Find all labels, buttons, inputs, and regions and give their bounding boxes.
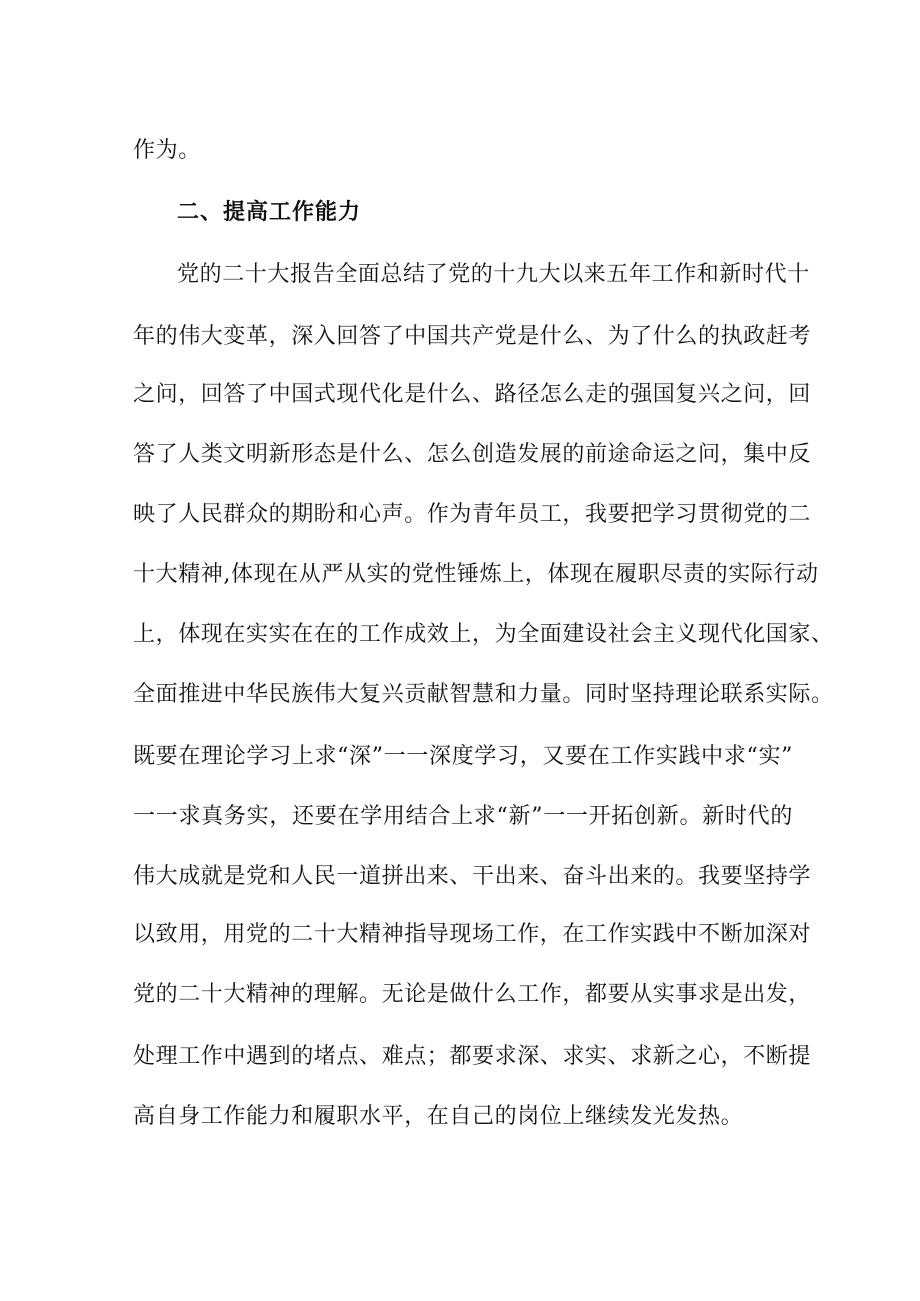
paragraph-line: 映了人民群众的期盼和心声。作为青年员工，我要把学习贯彻党的二	[133, 502, 812, 527]
previous-paragraph-tail: 作为。	[133, 138, 201, 163]
paragraph-line: 上，体现在实实在在的工作成效上，为全面建设社会主义现代化国家、	[133, 622, 834, 647]
paragraph-line: 一一求真务实，还要在学用结合上求“新”一一开拓创新。新时代的	[133, 804, 793, 829]
paragraph-line: 以致用，用党的二十大精神指导现场工作，在工作实践中不断加深对	[133, 922, 812, 947]
paragraph-line-last: 高自身工作能力和履职水平，在自己的岗位上继续发光发热。	[133, 1104, 744, 1129]
paragraph-line: 全面推进中华民族伟大复兴贡献智慧和力量。同时坚持理论联系实际。	[133, 682, 834, 707]
paragraph-line: 处理工作中遇到的堵点、难点；都要求深、求实、求新之心，不断提	[133, 1044, 812, 1069]
paragraph-line: 之问，回答了中国式现代化是什么、路径怎么走的强国复兴之问，回	[133, 382, 812, 407]
paragraph-line: 答了人类文明新形态是什么、怎么创造发展的前途命运之问，集中反	[133, 442, 812, 467]
paragraph-line: 既要在理论学习上求“深”一一深度学习，又要在工作实践中求“实”	[133, 744, 793, 769]
paragraph-line: 伟大成就是党和人民一道拼出来、干出来、奋斗出来的。我要坚持学	[133, 864, 812, 889]
paragraph-line: 党的二十大精神的理解。无论是做什么工作，都要从实事求是出发，	[133, 982, 812, 1007]
paragraph-line: 党的二十大报告全面总结了党的十九大以来五年工作和新时代十	[177, 262, 810, 287]
paragraph-line: 年的伟大变革，深入回答了中国共产党是什么、为了什么的执政赶考	[133, 324, 812, 349]
paragraph-line: 十大精神,体现在从严从实的党性锤炼上，体现在履职尽责的实际行动	[133, 562, 819, 587]
section-heading: 二、提高工作能力	[177, 200, 362, 225]
